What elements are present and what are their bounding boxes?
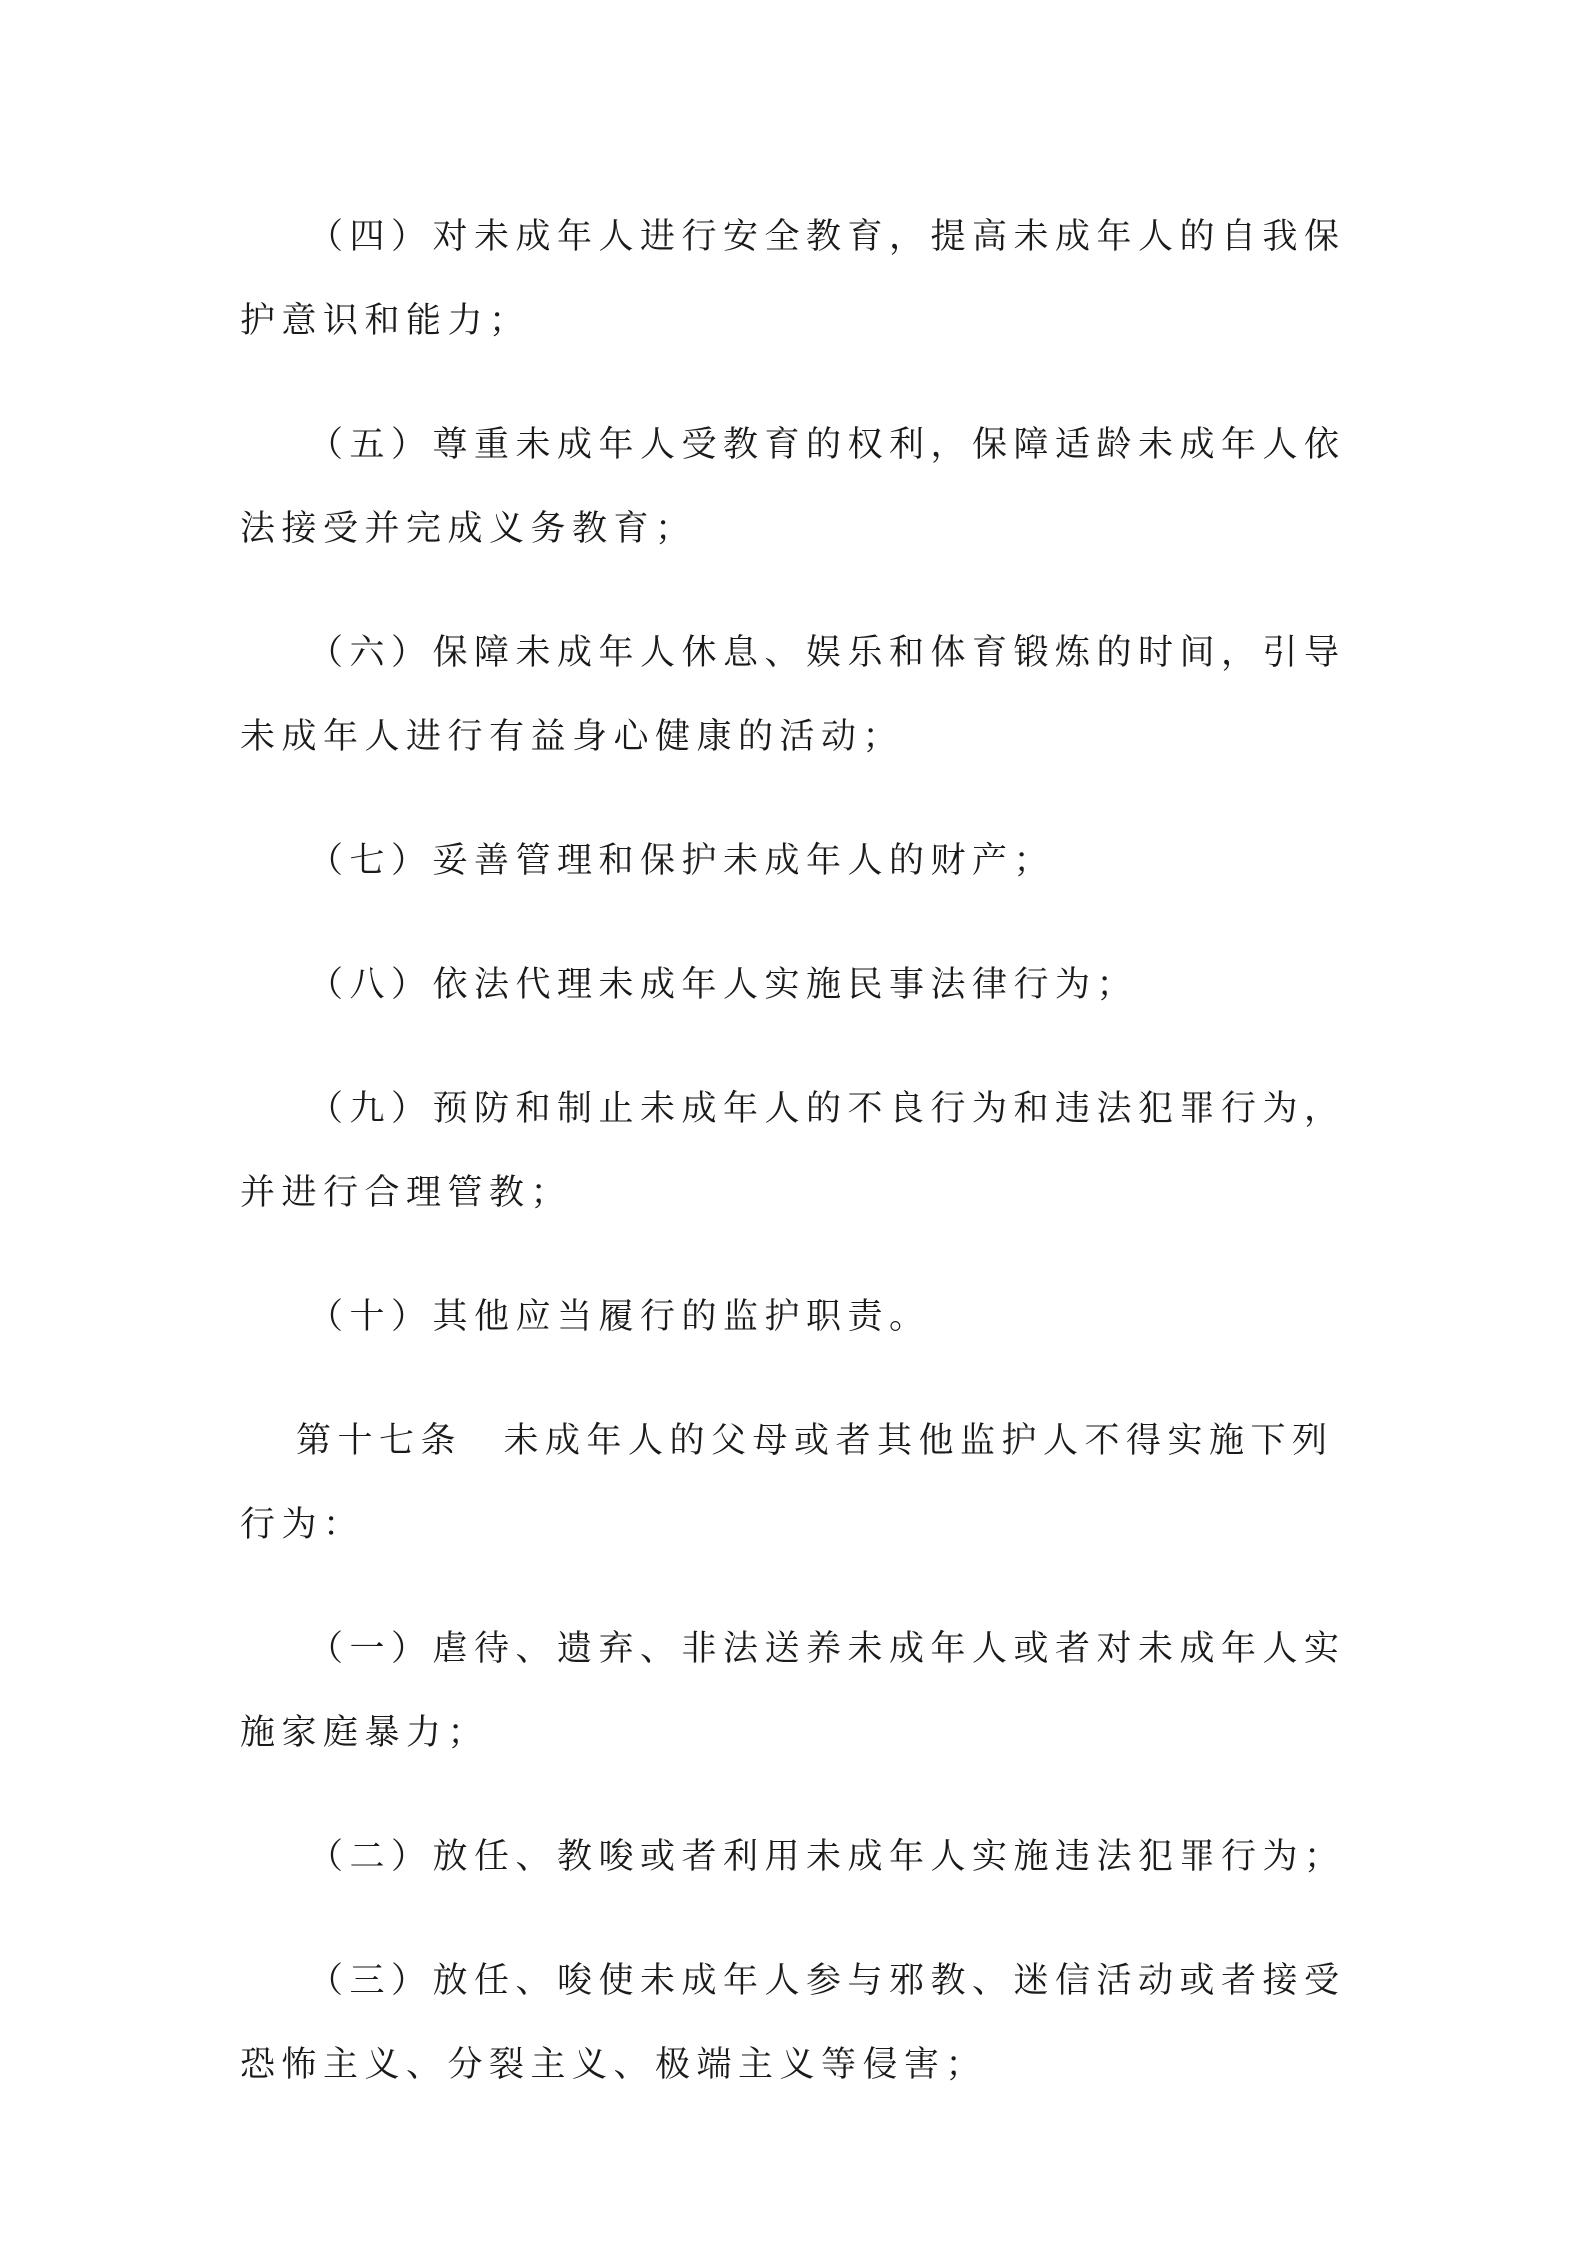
clause-5-paragraph: （五）尊重未成年人受教育的权利，保障适龄未成年人依法接受并完成义务教育；	[240, 425, 1346, 549]
clause-9-paragraph: （九）预防和制止未成年人的不良行为和违法犯罪行为，并进行合理管教；	[240, 1089, 1346, 1213]
clause-4-paragraph: （四）对未成年人进行安全教育，提高未成年人的自我保护意识和能力；	[240, 217, 1346, 341]
article-17-heading: 第十七条 未成年人的父母或者其他监护人不得实施下列行为：	[240, 1421, 1334, 1545]
clause-8-paragraph: （八）依法代理未成年人实施民事法律行为；	[308, 965, 1139, 1005]
clause-6-paragraph: （六）保障未成年人休息、娱乐和体育锻炼的时间，引导未成年人进行有益身心健康的活动；	[240, 633, 1346, 757]
document-body	[240, 195, 1350, 2107]
prohibited-1-paragraph: （一）虐待、遗弃、非法送养未成年人或者对未成年人实施家庭暴力；	[240, 1629, 1346, 1753]
prohibited-2-paragraph: （二）放任、教唆或者利用未成年人实施违法犯罪行为；	[308, 1837, 1346, 1877]
prohibited-3-paragraph: （三）放任、唆使未成年人参与邪教、迷信活动或者接受恐怖主义、分裂主义、极端主义等侵害；	[240, 1961, 1346, 2085]
clause-10-paragraph: （十）其他应当履行的监护职责。	[308, 1297, 931, 1337]
clause-7-paragraph: （七）妥善管理和保护未成年人的财产；	[308, 841, 1056, 881]
